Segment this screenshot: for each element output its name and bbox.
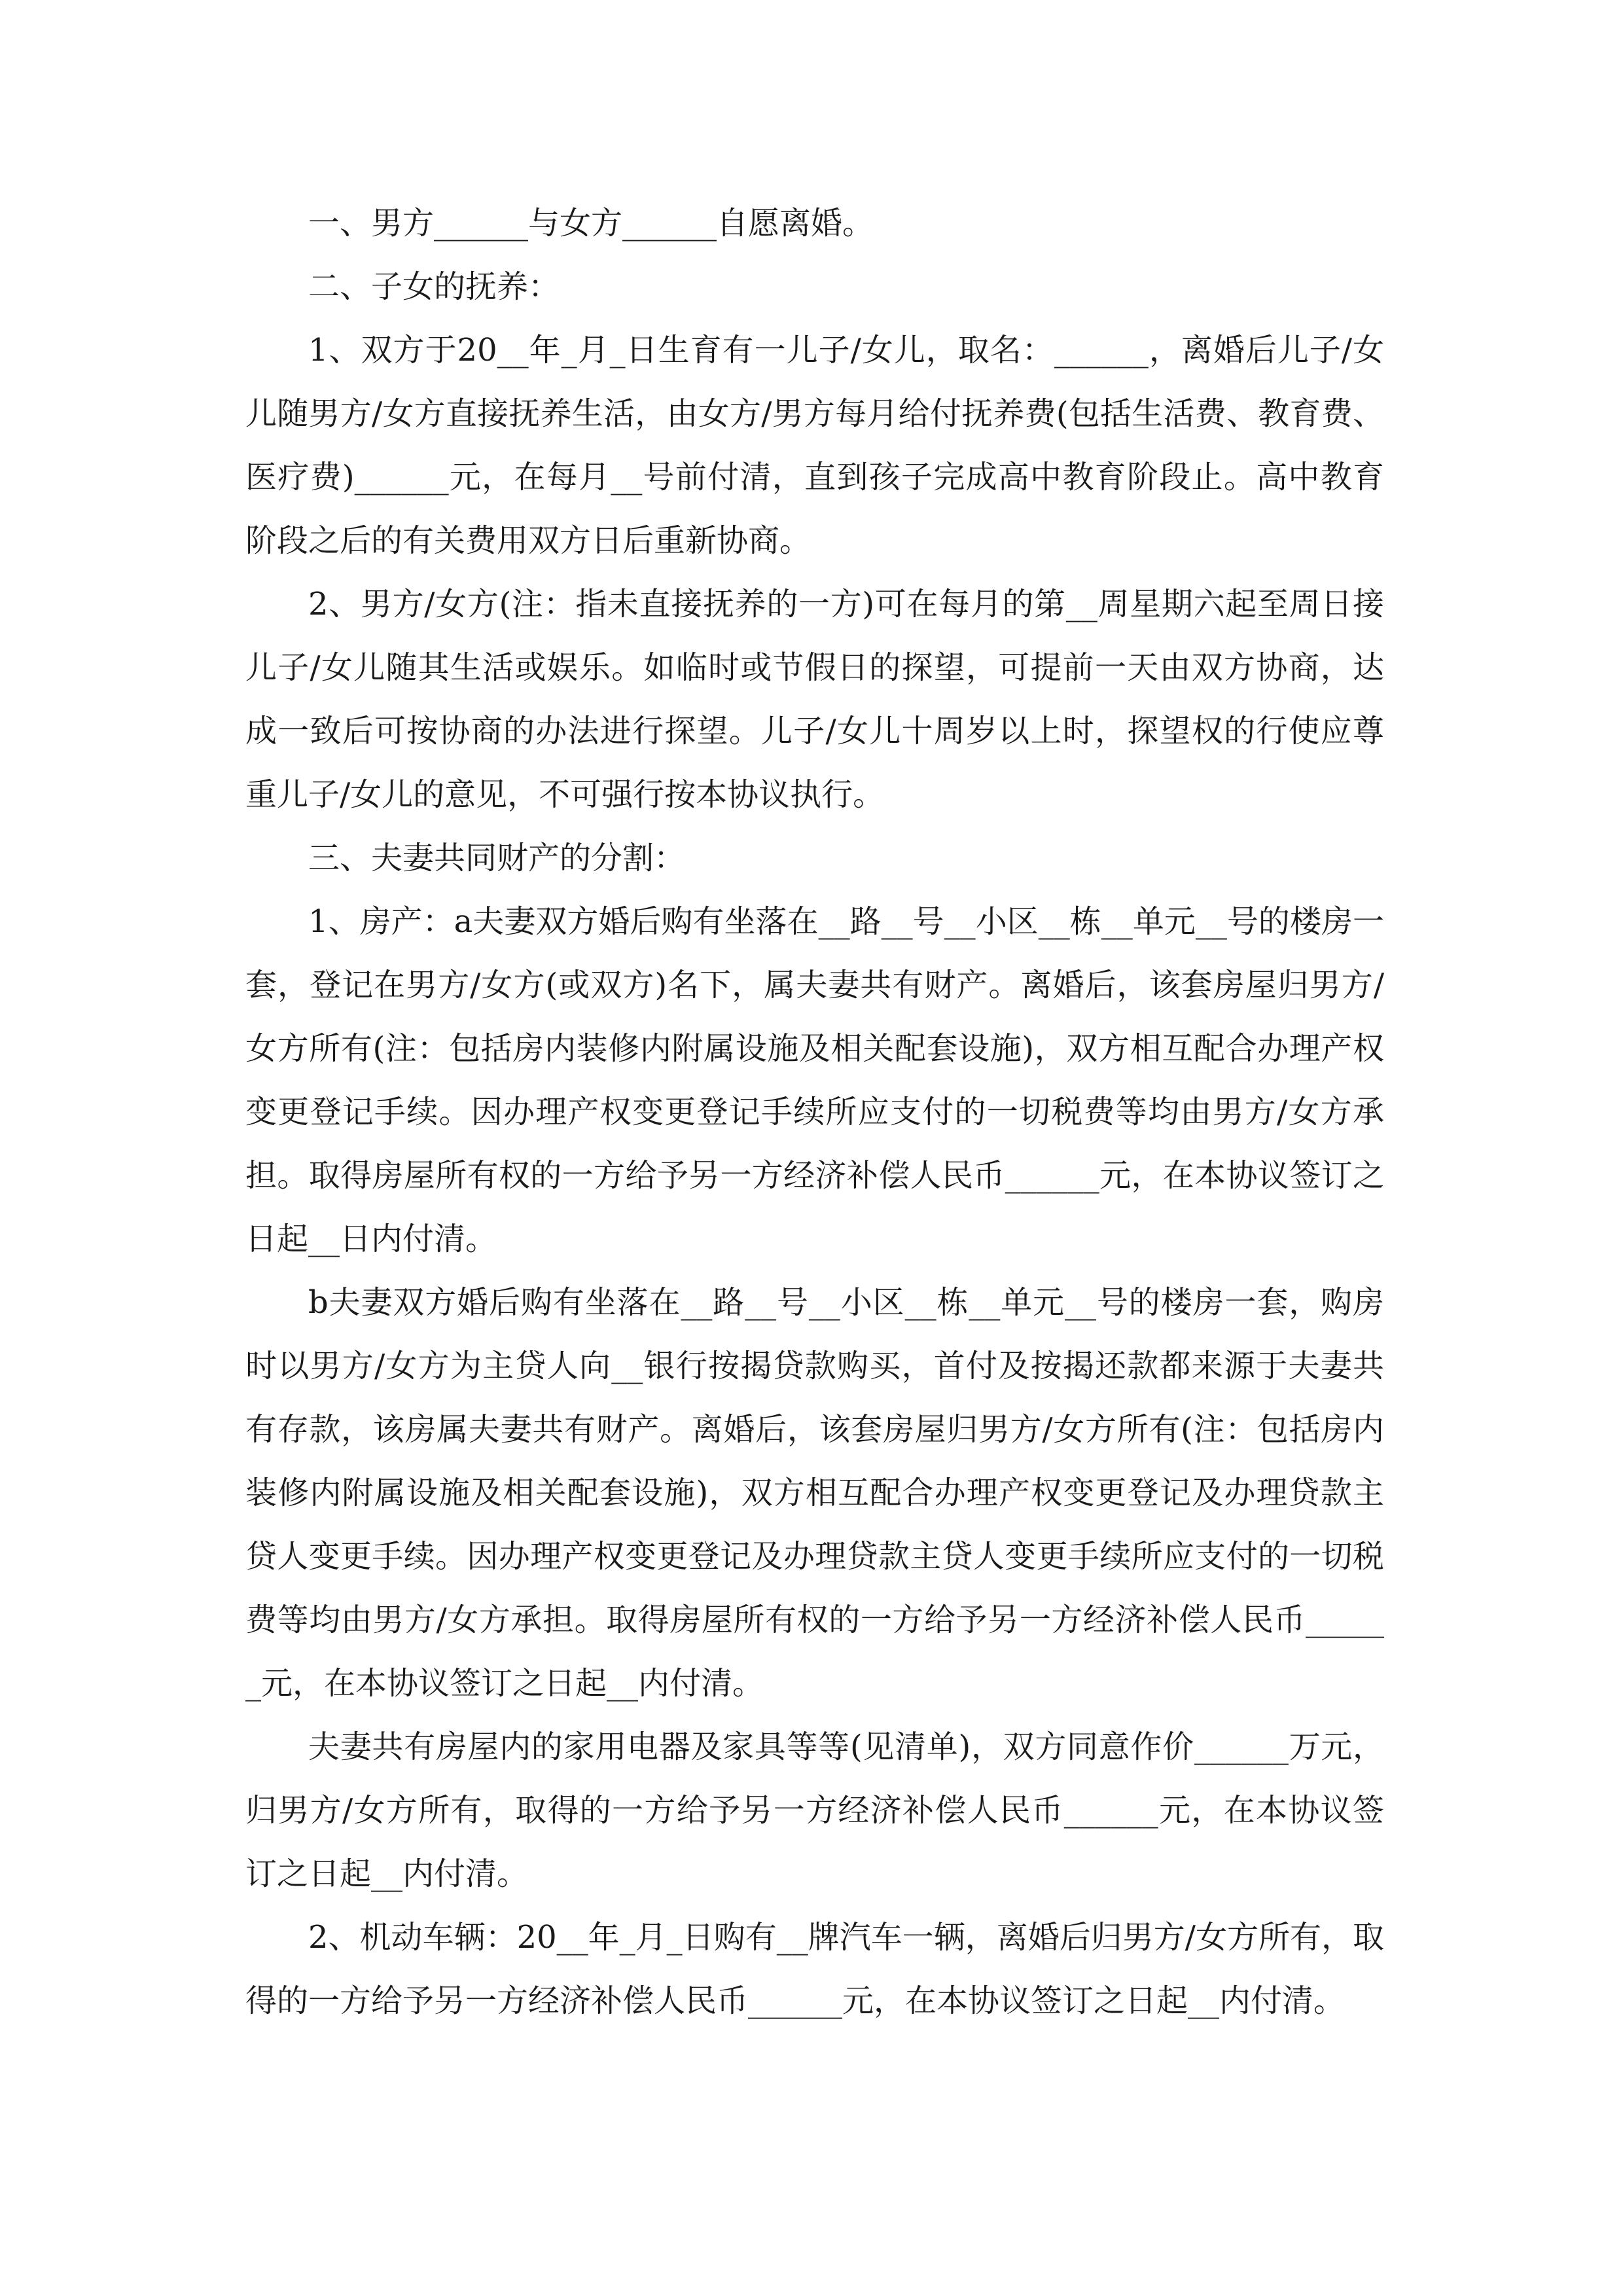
- paragraph-house-b: b夫妻双方婚后购有坐落在__路__号__小区__栋__单元__号的楼房一套，购房时以男方/女方为主贷人向__银行按揭贷款购买，首付及按揭还款都来源于夫妻共有存款，该房属夫妻共有财产。离婚后，该套房屋归男方/女方所有(注：包括房内装修内附属设施及相关配套设施)，双方相互配合办理产权变更登记及办理贷款主贷人变更手续。因办理产权变更登记及办理贷款主贷人变更手续所应支付的一切税费等均由男方/女方承担。取得房屋所有权的一方给予另一方经济补偿人民币______元，在本协议签订之日起__内付清。: [245, 1284, 1384, 1702]
- heading-child-custody: 二、子女的抚养：: [308, 268, 560, 305]
- paragraph-house-a: 1、房产：a夫妻双方婚后购有坐落在__路__号__小区__栋__单元__号的楼房一套，登记在男方/女方(或双方)名下，属夫妻共有财产。离婚后，该套房屋归男方/女方所有(注：包括房内装修内附属设施及相关配套设施)，双方相互配合办理产权变更登记手续。因办理产权变更登记手续所应支付的一切税费等均由男方/女方承担。取得房屋所有权的一方给予另一方经济补偿人民币______元，在本协议签订之日起__日内付清。: [245, 903, 1384, 1257]
- paragraph-appliances-furniture: 夫妻共有房屋内的家用电器及家具等等(见清单)，双方同意作价______万元，归男方/女方所有，取得的一方给予另一方经济补偿人民币______元，在本协议签订之日起__内付清。: [245, 1729, 1384, 1892]
- paragraph-child-support: 1、双方于20__年_月_日生育有一儿子/女儿，取名：______，离婚后儿子/女儿随男方/女方直接抚养生活，由女方/男方每月给付抚养费(包括生活费、教育费、医疗费)______元，在每月__号前付清，直到孩子完成高中教育阶段止。高中教育阶段之后的有关费用双方日后重新协商。: [245, 332, 1384, 559]
- document-body: [245, 192, 1384, 2033]
- paragraph-divorce-statement: 一、男方______与女方______自愿离婚。: [308, 205, 874, 242]
- paragraph-visitation-rights: 2、男方/女方(注：指未直接抚养的一方)可在每月的第__周星期六起至周日接儿子/女儿随其生活或娱乐。如临时或节假日的探望，可提前一天由双方协商，达成一致后可按协商的办法进行探望。儿子/女儿十周岁以上时，探望权的行使应尊重儿子/女儿的意见，不可强行按本协议执行。: [245, 586, 1384, 813]
- paragraph-motor-vehicle: 2、机动车辆：20__年_月_日购有__牌汽车一辆，离婚后归男方/女方所有，取得的一方给予另一方经济补偿人民币______元，在本协议签订之日起__内付清。: [245, 1919, 1384, 2019]
- heading-property-division: 三、夫妻共同财产的分割：: [308, 840, 686, 876]
